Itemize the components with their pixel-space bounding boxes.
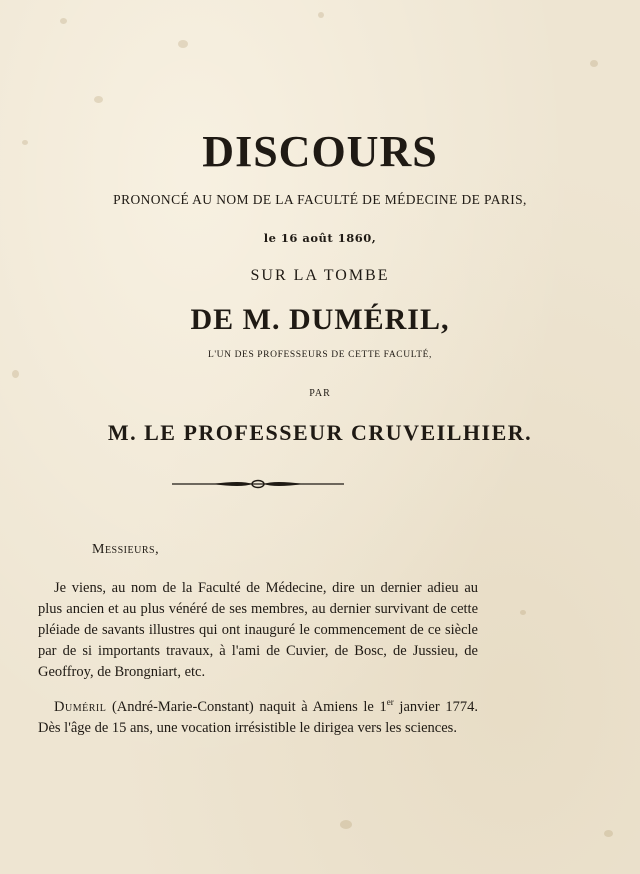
par-label: PAR: [309, 388, 331, 399]
paragraph-2: [38, 692, 478, 739]
paper-stain: [178, 40, 188, 48]
document-title: DISCOURS: [202, 127, 438, 176]
paper-stain: [318, 12, 324, 18]
sur-la-tombe: SUR LA TOMBE: [250, 267, 390, 284]
document-subtitle: PRONONCÉ AU NOM DE LA FACULTÉ DE MÉDECINE DE PARIS,: [113, 192, 527, 207]
paper-stain: [604, 830, 613, 837]
paper-stain: [340, 820, 352, 829]
paragraph-2-text-b: janvier 1774. Dès l'âge de 15 ans, une vocation irrésistible le dirigea vers les sciences.: [38, 698, 478, 736]
paragraph-2-name: Duméril: [54, 698, 107, 715]
paper-stain: [590, 60, 598, 67]
paragraph-1: Je viens, au nom de la Faculté de Médecine, dire un dernier adieu au plus ancien et au plus vénéré de ses membres, au dernier survivant de cette pléiade de savants illustres qui ont inauguré le commencement de ce siècle par de si importants travaux, à l'ami de Cuvier, de Bosc, de Jussieu, de Geoffroy, de Brongniart, etc.: [38, 580, 478, 680]
ornamental-rule: [172, 478, 344, 490]
paper-stain: [520, 610, 526, 615]
paper-stain: [12, 370, 19, 378]
paper-stain: [94, 96, 103, 103]
document-date: le 16 août 1860,: [263, 231, 377, 245]
paragraph-2-text-a: (André-Marie-Constant) naquit à Amiens le 1: [106, 698, 387, 715]
author-name: M. LE PROFESSEUR CRUVEILHIER.: [107, 420, 533, 445]
salutation: Messieurs,: [92, 542, 160, 557]
subject-role: L'UN DES PROFESSEURS DE CETTE FACULTÉ,: [207, 350, 433, 360]
paragraph-2-superscript: er: [386, 697, 394, 707]
paper-stain: [60, 18, 67, 24]
subject-name: DE M. DUMÉRIL,: [190, 303, 450, 336]
